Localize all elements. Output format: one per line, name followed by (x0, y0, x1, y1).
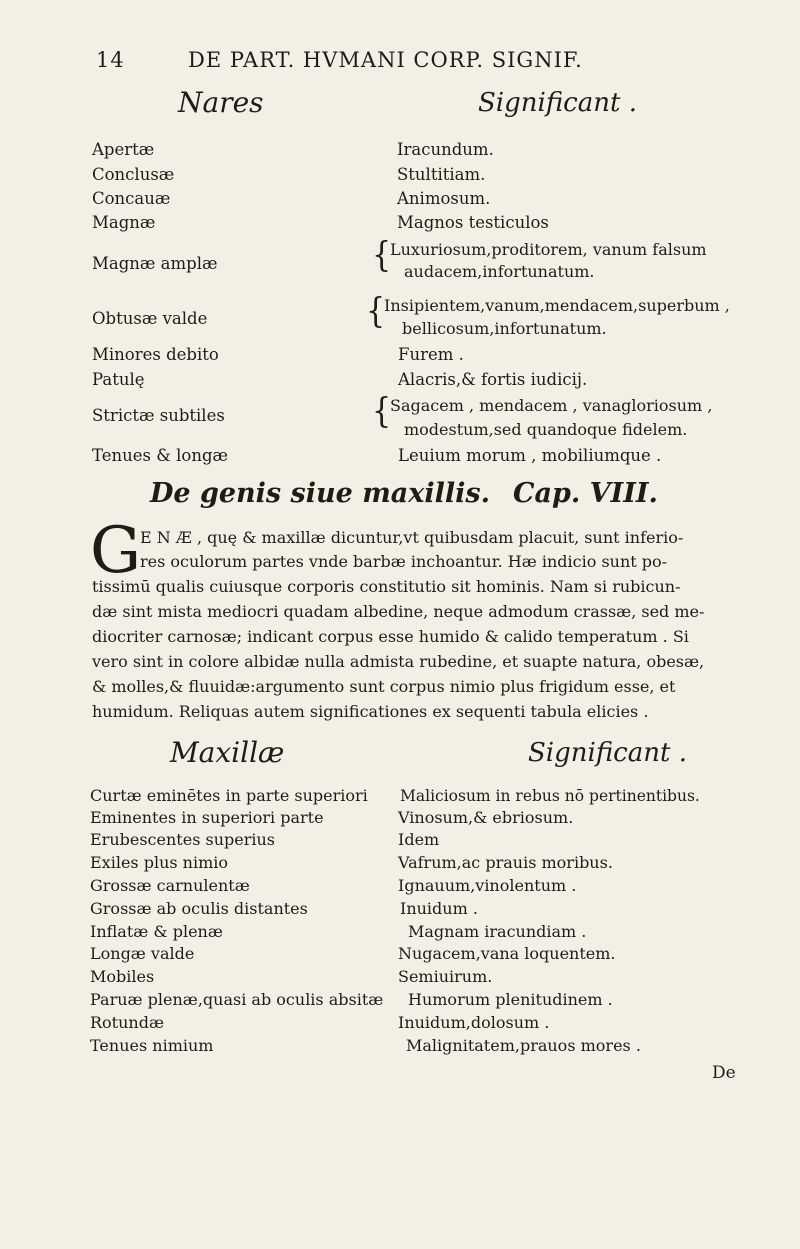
maxillae-left-1: Curtæ eminētes in parte superiori (90, 786, 368, 805)
nares-right-4: Magnos testiculos (397, 213, 549, 232)
brace: { (366, 291, 386, 332)
maxillae-left-5: Grossæ carnulentæ (90, 876, 250, 895)
catchword: De (712, 1063, 736, 1083)
nares-right-7: Furem . (398, 345, 464, 364)
nares-right-2: Stultitiam. (397, 165, 486, 184)
paragraph-line-8: humidum. Reliquas autem significationes ex sequenti tabula elicies . (92, 702, 649, 721)
paragraph-line-6: vero sint in colore albidæ nulla admista rubedine, et suapte natura, obesæ, (92, 652, 705, 671)
maxillae-right-6: Inuidum . (400, 899, 478, 918)
nares-right-5: Luxuriosum,proditorem, vanum falsum (390, 240, 707, 259)
nares-left-3: Concauæ (92, 189, 171, 208)
maxillae-right-1: Maliciosum in rebus nō pertinentibus. (400, 787, 700, 805)
maxillae-right-9: Semiuirum. (398, 967, 493, 986)
nares-right-9b: modestum,sed quandoque fidelem. (404, 420, 688, 439)
nares-left-5: Magnæ amplæ (92, 254, 218, 273)
paragraph-line-4: dæ sint mista mediocri quadam albedine, neque admodum crassæ, sed me- (92, 602, 705, 621)
maxillae-left-11: Rotundæ (90, 1013, 164, 1032)
paragraph-line-3: tissimū qualis cuiusque corporis constitutio sit hominis. Nam si rubicun- (92, 577, 681, 596)
maxillae-left-8: Longæ valde (90, 944, 195, 963)
maxillae-right-5: Ignauum,vinolentum . (398, 876, 577, 895)
running-title: DE PART. HVMANI CORP. SIGNIF. (188, 48, 583, 72)
chapter-title: De genis siue maxillis. (150, 478, 490, 509)
brace: { (372, 391, 392, 432)
maxillae-right-3: Idem (398, 830, 440, 849)
nares-right-3: Animosum. (397, 189, 491, 208)
maxillae-right-7: Magnam iracundiam . (408, 922, 587, 941)
nares-right-6b: bellicosum,infortunatum. (402, 319, 607, 338)
maxillae-right-4: Vafrum,ac prauis moribus. (398, 853, 613, 872)
maxillae-left-12: Tenues nimium (90, 1036, 214, 1055)
nares-right-1: Iracundum. (397, 140, 494, 159)
drop-initial: G (90, 514, 142, 588)
maxillae-right-10: Humorum plenitudinem . (408, 990, 613, 1009)
maxillae-left-9: Mobiles (90, 967, 155, 986)
maxillae-left-7: Inflatæ & plenæ (90, 922, 223, 941)
nares-heading: Nares (178, 86, 264, 119)
nares-left-4: Magnæ (92, 213, 156, 232)
maxillae-left-6: Grossæ ab oculis distantes (90, 899, 308, 918)
chapter-number: Cap. VIII. (513, 478, 658, 509)
nares-left-6: Obtusæ valde (92, 309, 208, 328)
paragraph-line-1: E N Æ , quę & maxillæ dicuntur,vt quibusdam placuit, sunt inferio- (140, 528, 684, 547)
page-number: 14 (96, 48, 125, 72)
brace: { (372, 235, 392, 276)
nares-right-6: Insipientem,vanum,mendacem,superbum , (384, 296, 730, 315)
nares-left-10: Tenues & longæ (92, 446, 229, 465)
maxillae-left-2: Eminentes in superiori parte (90, 808, 324, 827)
nares-right-10: Leuium morum , mobiliumque . (398, 446, 662, 465)
maxillae-left-10: Paruæ plenæ,quasi ab oculis absitæ (90, 990, 384, 1009)
paragraph-line-5: diocriter carnosæ; indicant corpus esse humido & calido temperatum . Si (92, 627, 689, 646)
paragraph-line-2: res oculorum partes vnde barbæ inchoantur. Hæ indicio sunt po- (140, 552, 668, 571)
maxillae-right-8: Nugacem,vana loquentem. (398, 944, 616, 963)
nares-left-7: Minores debito (92, 345, 219, 364)
nares-right-8: Alacris,& fortis iudicij. (398, 370, 588, 389)
nares-left-2: Conclusæ (92, 165, 175, 184)
nares-significant-heading: Significant . (478, 88, 637, 118)
nares-left-1: Apertæ (92, 140, 155, 159)
maxillae-right-2: Vinosum,& ebriosum. (398, 808, 574, 827)
maxillae-heading: Maxillæ (170, 736, 285, 769)
nares-left-9: Strictæ subtiles (92, 406, 225, 425)
maxillae-left-3: Erubescentes superius (90, 830, 275, 849)
nares-right-9: Sagacem , mendacem , vanagloriosum , (390, 396, 713, 415)
nares-left-8: Patulę (92, 370, 145, 389)
paragraph-line-7: & molles,& fluuidæ:argumento sunt corpus nimio plus frigidum esse, et (92, 677, 676, 696)
maxillae-significant-heading: Significant . (528, 738, 687, 768)
maxillae-right-11: Inuidum,dolosum . (398, 1013, 550, 1032)
maxillae-right-12: Malignitatem,prauos mores . (406, 1036, 641, 1055)
maxillae-left-4: Exiles plus nimio (90, 853, 229, 872)
nares-right-5b: audacem,infortunatum. (404, 262, 595, 281)
